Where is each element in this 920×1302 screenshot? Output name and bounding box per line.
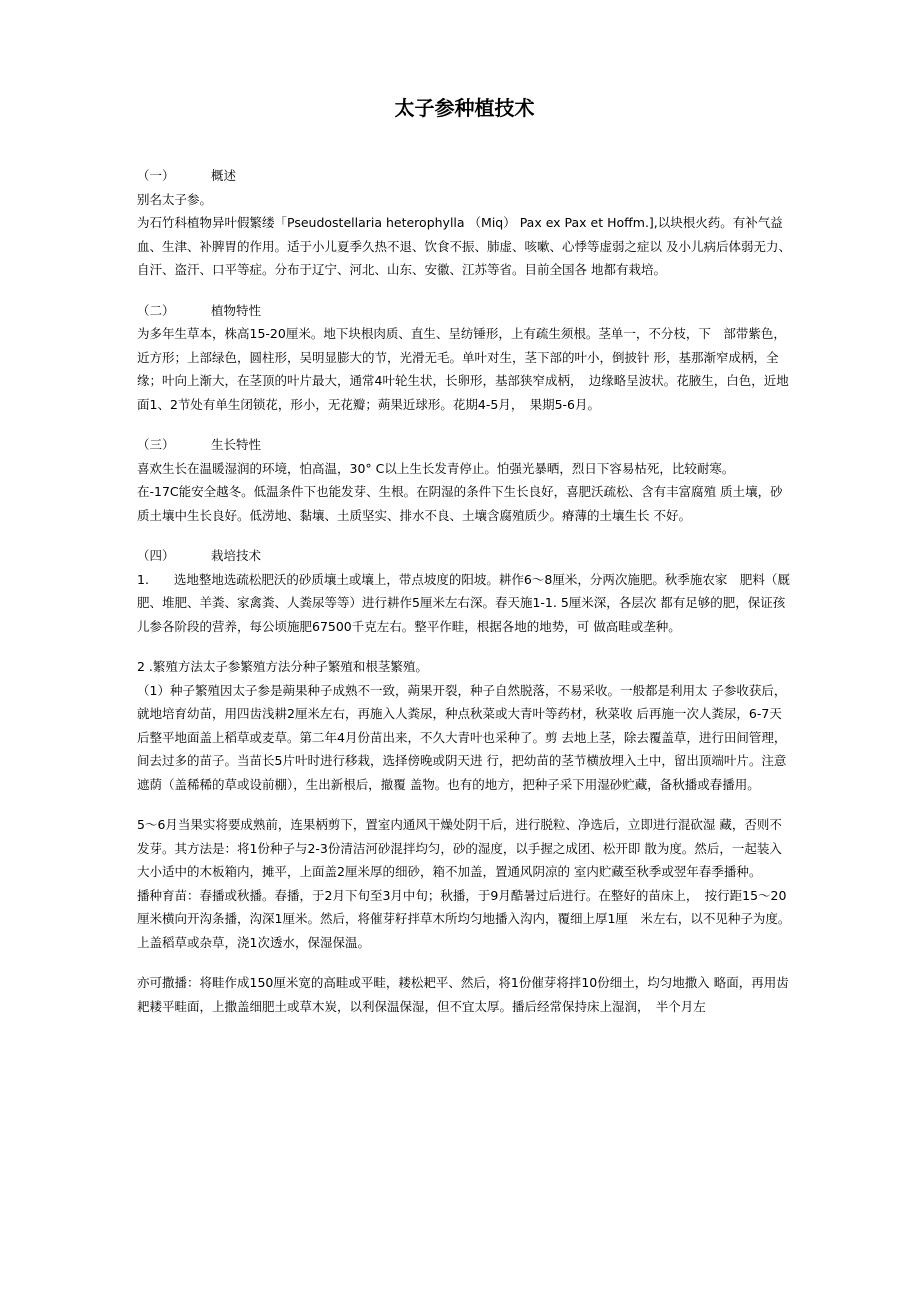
section-title: 栽培技术: [211, 548, 262, 563]
section-title: 概述: [211, 168, 237, 183]
paragraph: 喜欢生长在温暖湿润的环境，怕高温，30° C以上生长发青停止。怕强光暴晒，烈日下容易枯死，比较耐寒。: [137, 460, 735, 476]
paragraph: 为多年生草本，株高15-20厘米。地下块根肉质、直生、呈纺锤形，上有疏生须根。茎单一，不分枝，下 部带紫色，近方形；上部绿色，圆柱形，吴明显膨大的节，光滑无毛。单叶对生，茎下部的叶小，倒披针 形，基那渐窄成柄，全缘；叶向上渐大，在茎顶的叶片最大，通常4叶轮生状，长卵形，基部狭窄成柄， 边缘略呈波状。花腋生，白色，近地面1、2节处有单生闭锁花，形小，无花瓣；蒴果近球形。花期4-5月， 果期5-6月。: [137, 326, 789, 412]
paragraph: 在-17C能安全越冬。低温条件下也能发芽、生根。在阴湿的条件下生长良好，喜肥沃疏松、含有丰富腐殖 质土壤，砂质土壤中生长良好。低涝地、黏壤、土质坚实、排水不良、土壤含腐殖质少。瘠薄的土壤生长 不好。: [137, 484, 783, 523]
paragraph: 亦可撒播：将畦作成150厘米宽的高畦或平畦，耧松耙平、然后，将1份催芽将拌10份细土，均匀地撒入 略面，再用齿耙耧平畦面，上撒盖细肥土或草木炭，以利保温保湿，但不宜太厚。播后经常保持床上湿润， 半个月左: [137, 975, 789, 1014]
section-cultivation: [137, 544, 792, 638]
section-number: （三）: [137, 437, 175, 452]
section-number: （四）: [137, 548, 175, 563]
section-plant-characteristics: [137, 299, 792, 417]
paragraph: 播种育苗：春播或秋播。春播，于2月下旬至3月中旬；秋播，于9月酷暑过后进行。在整好的苗床上， 按行距15～20厘米横向开沟条播，沟深1厘米。然后，将催芽籽拌草木所均匀地播入沟内，覆细上厚1厘 米左右，以不见种子为度。上盖稻草或杂草，浇1次透水，保湿保温。: [137, 887, 791, 950]
section-number: （二）: [137, 302, 175, 318]
section-title: 植物特性: [211, 302, 262, 318]
section-broadcast-sowing: [137, 971, 792, 1018]
section-seed-storage: [137, 813, 792, 954]
paragraph: 别名太子参。: [137, 191, 213, 207]
section-overview: [137, 164, 792, 282]
section-heading: [137, 299, 792, 323]
section-number: （一）: [137, 168, 175, 183]
paragraph: 5～6月当果实将要成熟前，连果柄剪下，置室内通风干燥处阴干后，进行脱粒、净选后，立即进行混砍湿 藏，否则不发芽。其方法是：将1份种子与2-3份清洁河砂混拌均匀，砂的湿度，以手握之成团、松开即 散为度。然后，一起装入大小适中的木板箱内，摊平，上面盖2厘米厚的细砂，箱不加盖，置通风阴凉的 室内贮藏至秋季或翌年春季播种。: [137, 817, 782, 879]
paragraph: （1）种子繁殖因太子参是蒴果种子成熟不一致，蒴果开裂，种子自然脱落，不易采收。一般都是利用太 子参收获后，就地培育幼苗，用四齿浅耕2厘米左右，再施入人粪尿，种点秋菜或大青叶等药材，秋菜收 后再施一次人粪尿，6-7天后整平地面盖上稻草或麦草。第二年4月份苗出来，不久大青叶也采种了。剪 去地上茎，除去覆盖草，进行田间管理，间去过多的苗子。当苗长5片叶时进行移栽，选择傍晚或阴天进 行，把幼苗的茎节横放埋入土中，留出顶端叶片。注意遮荫（盖稀稀的草或设前棚），生出新根后，撤覆 盖物。也有的地方，把种子采下用湿砂贮藏，备秋播或春播用。: [137, 682, 787, 792]
paragraph: 1. 选地整地选疏松肥沃的砂质壤土或壤上，带点坡度的阳坡。耕作6～8厘米，分两次施肥。秋季施农家 肥料（厩肥、堆肥、羊粪、家禽粪、人粪尿等等）进行耕作5厘米左右深。春天施1-1. 5厘米深，各层次 都有足够的肥，保证孩儿参各阶段的营养，每公顷施肥67500千克左右。整平作畦，根据各地的地势，可 做高畦或垄种。: [137, 571, 790, 634]
document-title: 太子参种植技术: [394, 96, 535, 120]
section-heading: [137, 433, 792, 457]
paragraph: 为石竹科植物异叶假繁缕「Pseudostellaria heterophylla （Miq） Pax ex Pax et Hoffm.],以块根火药。有补气益血、生津、补脾胃的作用。适于小儿夏季久热不退、饮食不振、肺虚、咳嗽、心悸等虚弱之症以 及小儿病后体弱无力、自汗、盗汗、口平等症。分布于辽宁、河北、山东、安徽、江苏等省。目前全国各 地都有栽培。: [137, 215, 791, 277]
paragraph: 2 .繁殖方法太子参繁殖方法分种子繁殖和根茎繁殖。: [137, 659, 428, 674]
section-growth-characteristics: [137, 433, 792, 527]
section-title: 生长特性: [211, 437, 262, 452]
section-heading: [137, 164, 792, 188]
section-propagation: [137, 655, 792, 796]
section-heading: [137, 544, 792, 568]
